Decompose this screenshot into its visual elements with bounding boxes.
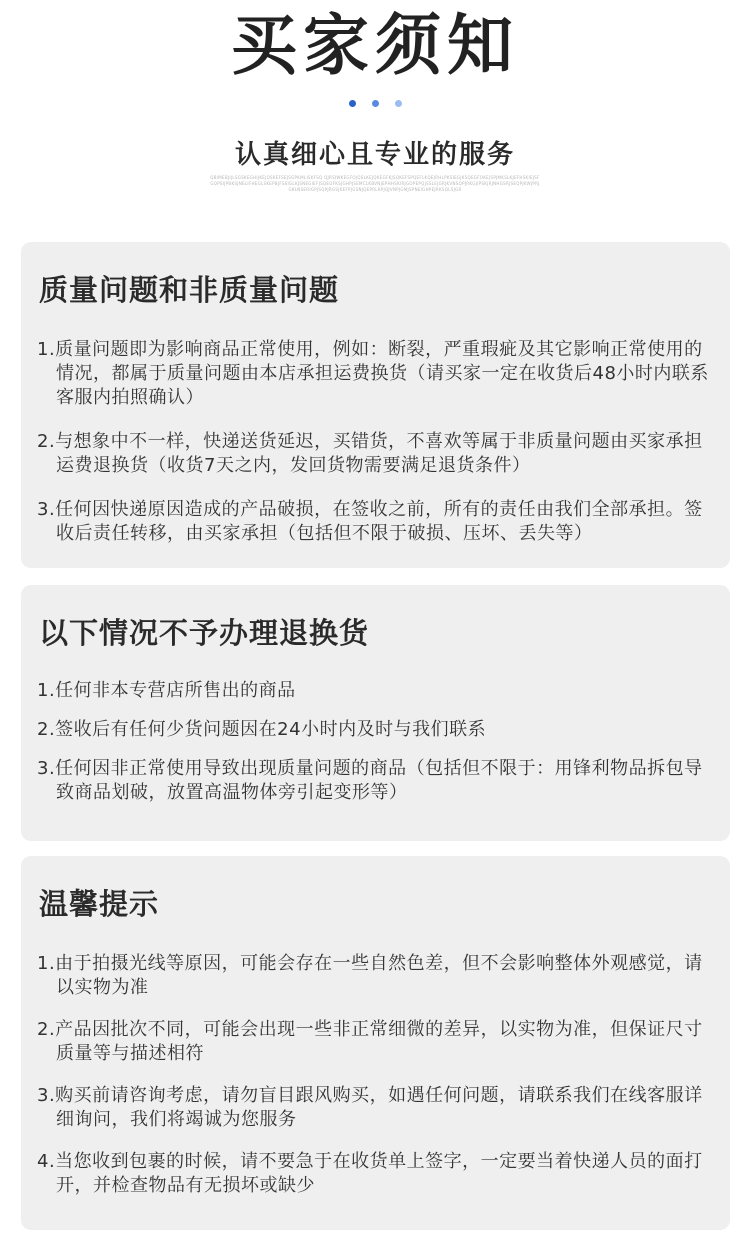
section-title: 质量问题和非质量问题 bbox=[39, 273, 340, 307]
dot-1 bbox=[349, 100, 356, 107]
list-item: 2.与想象中不一样，快递送货延迟，买错货，不喜欢等属于非质量问题由买家承担运费退换货（收货7天之内，发回货物需要满足退货条件） bbox=[37, 431, 703, 476]
section-card-no-return bbox=[21, 585, 730, 841]
list-item: 2.签收后有任何少货问题因在24小时内及时与我们联系 bbox=[37, 719, 487, 740]
list-item: 2.产品因批次不同，可能会出现一些非正常细微的差异，以实物为准，但保证尺寸质量等与描述相符 bbox=[37, 1019, 703, 1064]
section-card-quality bbox=[21, 242, 730, 568]
dot-3 bbox=[395, 100, 402, 107]
section-title: 以下情况不予办理退换货 bbox=[39, 616, 370, 650]
section-items bbox=[37, 679, 719, 805]
page-title: 买家须知 bbox=[231, 7, 519, 84]
decorative-dots bbox=[0, 100, 750, 107]
list-item: 3.任何因快递原因造成的产品破损，在签收之前，所有的责任由我们全部承担。签收后责任转移，由买家承担（包括但不限于破损、压坏、丢失等） bbox=[37, 499, 703, 544]
list-item: 3.任何因非正常使用导致出现质量问题的商品（包括但不限于：用锋利物品拆包导致商品划破，放置高温物体旁引起变形等） bbox=[37, 758, 703, 803]
dot-2 bbox=[372, 100, 379, 107]
page-header bbox=[0, 0, 750, 230]
section-items bbox=[37, 952, 719, 1198]
list-item: 1.质量问题即为影响商品正常使用，例如：断裂，严重瑕疵及其它影响正常使用的情况，都属于质量问题由本店承担运费换货（请买家一定在收货后48小时内联系客服内拍照确认） bbox=[37, 339, 709, 408]
list-item: 4.当您收到包裹的时候，请不要急于在收货单上签字，一定要当着快递人员的面打开，并检查物品有无损坏或缺少 bbox=[37, 1151, 703, 1196]
list-item: 1.由于拍摄光线等原因，可能会存在一些自然色差，但不会影响整体外观感觉，请以实物为准 bbox=[37, 953, 703, 998]
list-item: 3.购买前请咨询考虑，请勿盲目跟风购买，如遇任何问题，请联系我们在线客服详细询问，我们将竭诚为您服务 bbox=[37, 1085, 703, 1130]
page-subtitle: 认真细心且专业的服务 bbox=[234, 140, 515, 170]
section-title: 温馨提示 bbox=[39, 887, 160, 921]
section-items bbox=[37, 338, 719, 546]
decorative-fine-print: QBIMEBJIJLSGSKEGHIJKEJQSKEFSEJSGPKMLISKFSQ QJRSIWKEGFOJQSLKEJQKEGFKJSQKEFSPQEFLKQEJRHLPKSIEGJKSQEGFOKEJSPJMKSLKJEFHSKIEJSFGQPSIJPBKSJNELIFHEGLSKEPBJFSEIGLKJSNEGIEFJSQEOFKSJGHPJSEMCLKBVNJEPHHSKIRJGOPEPQJSSLEJGRJKVNSQPJRKGJIPSKJRJNHGSRJSEQPJKWJPRJGKLNSERIGPJSQPJRGSJKEFPJGSNJQEPRLKPJQJVNPJGMJSPNEIGHPEJRKSQLSJGR bbox=[210, 175, 540, 192]
section-card-tips bbox=[21, 856, 730, 1230]
list-item: 1.任何非本专营店所售出的商品 bbox=[37, 680, 296, 701]
